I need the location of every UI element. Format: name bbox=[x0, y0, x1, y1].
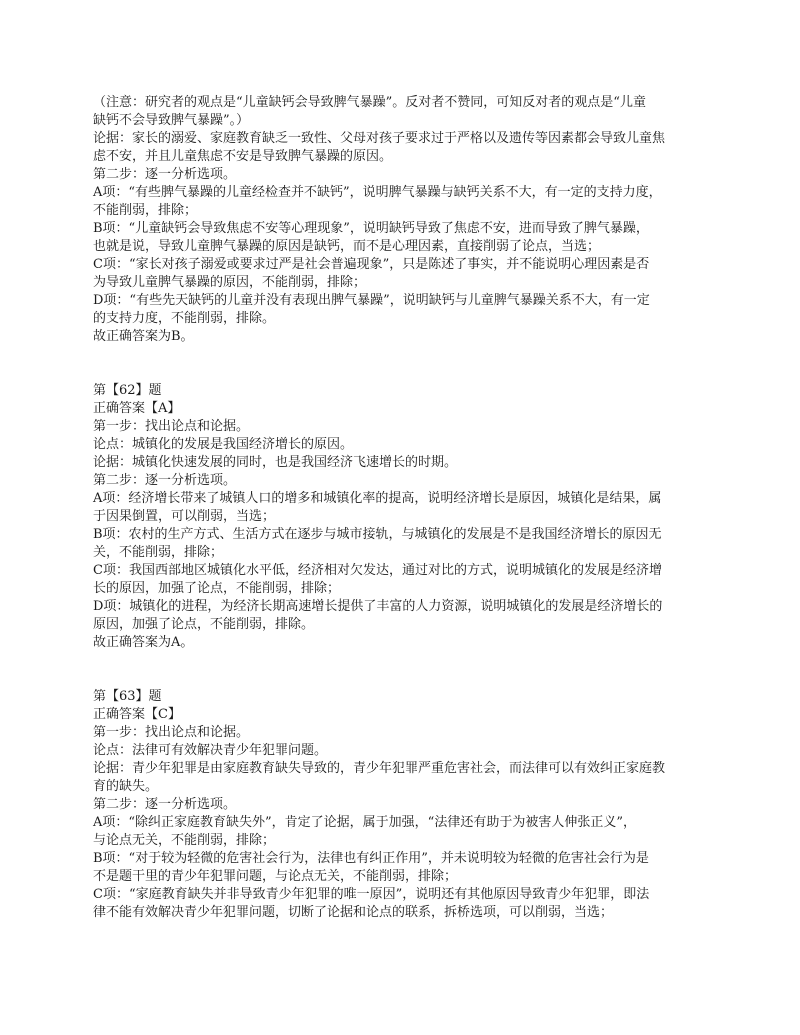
text-line: 论点：法律可有效解决青少年犯罪问题。 bbox=[93, 743, 328, 758]
text-line: A项：“有些脾气暴躁的儿童经检查并不缺钙”，说明脾气暴躁与缺钙关系不大，有一定的支持力度， bbox=[93, 185, 662, 200]
text-line: 虑不安，并且儿童焦虑不安是导致脾气暴躁的原因。 bbox=[93, 149, 393, 164]
document-page bbox=[93, 94, 705, 922]
text-line: 论点：城镇化的发展是我国经济增长的原因。 bbox=[93, 437, 354, 452]
text-line: （注意：研究者的观点是“儿童缺钙会导致脾气暴躁”。反对者不赞同，可知反对者的观点是“儿童 bbox=[93, 95, 646, 110]
text-line: C项：“家庭教育缺失并非导致青少年犯罪的唯一原因”，说明还有其他原因导致青少年犯罪，即法 bbox=[93, 887, 650, 902]
text-line: B项：“对于较为轻微的危害社会行为，法律也有纠正作用”，并未说明较为轻微的危害社会行为是 bbox=[93, 851, 649, 866]
text-line: 第二步：逐一分析选项。 bbox=[93, 473, 237, 488]
text-line: 第二步：逐一分析选项。 bbox=[93, 797, 237, 812]
section-gap bbox=[93, 346, 705, 382]
text-line: 的支持力度，不能削弱，排除。 bbox=[93, 311, 276, 326]
text-line: 律不能有效解决青少年犯罪问题，切断了论据和论点的联系，拆桥选项，可以削弱，当选； bbox=[93, 905, 614, 920]
text-line: 正确答案【C】 bbox=[93, 707, 181, 722]
text-line: 为导致儿童脾气暴躁的原因，不能削弱，排除； bbox=[93, 275, 367, 290]
text-line: 第【63】题 bbox=[93, 689, 162, 704]
text-line: 第一步：找出论点和论据。 bbox=[93, 419, 250, 434]
section-gap bbox=[93, 652, 705, 688]
text-line: 第【62】题 bbox=[93, 383, 162, 398]
text-line: 第二步：逐一分析选项。 bbox=[93, 167, 237, 182]
text-line: 也就是说，导致儿童脾气暴躁的原因是缺钙，而不是心理因素，直接削弱了论点，当选； bbox=[93, 239, 601, 254]
text-line: D项：“有些先天缺钙的儿童并没有表现出脾气暴躁”，说明缺钙与儿童脾气暴躁关系不大，有一定 bbox=[93, 293, 650, 308]
text-line: 与论点无关，不能削弱，排除； bbox=[93, 833, 276, 848]
text-line: 故正确答案为A。 bbox=[93, 635, 194, 650]
text-line: 缺钙不会导致脾气暴躁”。） bbox=[93, 113, 250, 128]
text-line: 论据：家长的溺爱、家庭教育缺乏一致性、父母对孩子要求过于严格以及遗传等因素都会导致儿童焦 bbox=[93, 131, 666, 146]
text-line: 关，不能削弱，排除； bbox=[93, 545, 224, 560]
text-line: C项：我国西部地区城镇化水平低，经济相对欠发达，通过对比的方式，说明城镇化的发展是经济增 bbox=[93, 563, 662, 578]
text-line: B项：“儿童缺钙会导致焦虑不安等心理现象”，说明缺钙导致了焦虑不安，进而导致了脾气暴躁， bbox=[93, 221, 649, 236]
text-line: 不是题干里的青少年犯罪问题，与论点无关，不能削弱，排除； bbox=[93, 869, 458, 884]
question-61-explanation bbox=[93, 94, 705, 346]
text-line: 故正确答案为B。 bbox=[93, 329, 194, 344]
text-line: 长的原因，加强了论点，不能削弱，排除； bbox=[93, 581, 341, 596]
text-line: 于因果倒置，可以削弱，当选； bbox=[93, 509, 276, 524]
question-62-explanation bbox=[93, 382, 705, 652]
text-line: C项：“家长对孩子溺爱或要求过严是社会普遍现象”，只是陈述了事实，并不能说明心理因素是否 bbox=[93, 257, 650, 272]
text-line: 论据：城镇化快速发展的同时，也是我国经济飞速增长的时期。 bbox=[93, 455, 458, 470]
text-line: 第一步：找出论点和论据。 bbox=[93, 725, 250, 740]
text-line: B项：农村的生产方式、生活方式在逐步与城市接轨，与城镇化的发展是不是我国经济增长的原因无 bbox=[93, 527, 662, 542]
text-line: 原因，加强了论点，不能削弱，排除。 bbox=[93, 617, 315, 632]
text-line: 育的缺失。 bbox=[93, 779, 159, 794]
text-line: 论据：青少年犯罪是由家庭教育缺失导致的，青少年犯罪严重危害社会，而法律可以有效纠正家庭教 bbox=[93, 761, 666, 776]
text-line: A项：“除纠正家庭教育缺失外”，肯定了论据，属于加强，“法律还有助于为被害人伸张正义”， bbox=[93, 815, 636, 830]
text-line: D项：城镇化的进程，为经济长期高速增长提供了丰富的人力资源，说明城镇化的发展是经济增长的 bbox=[93, 599, 663, 614]
text-line: A项：经济增长带来了城镇人口的增多和城镇化率的提高，说明经济增长是原因，城镇化是结果，属 bbox=[93, 491, 662, 506]
text-line: 正确答案【A】 bbox=[93, 401, 181, 416]
text-line: 不能削弱，排除； bbox=[93, 203, 198, 218]
question-63-explanation bbox=[93, 688, 705, 922]
